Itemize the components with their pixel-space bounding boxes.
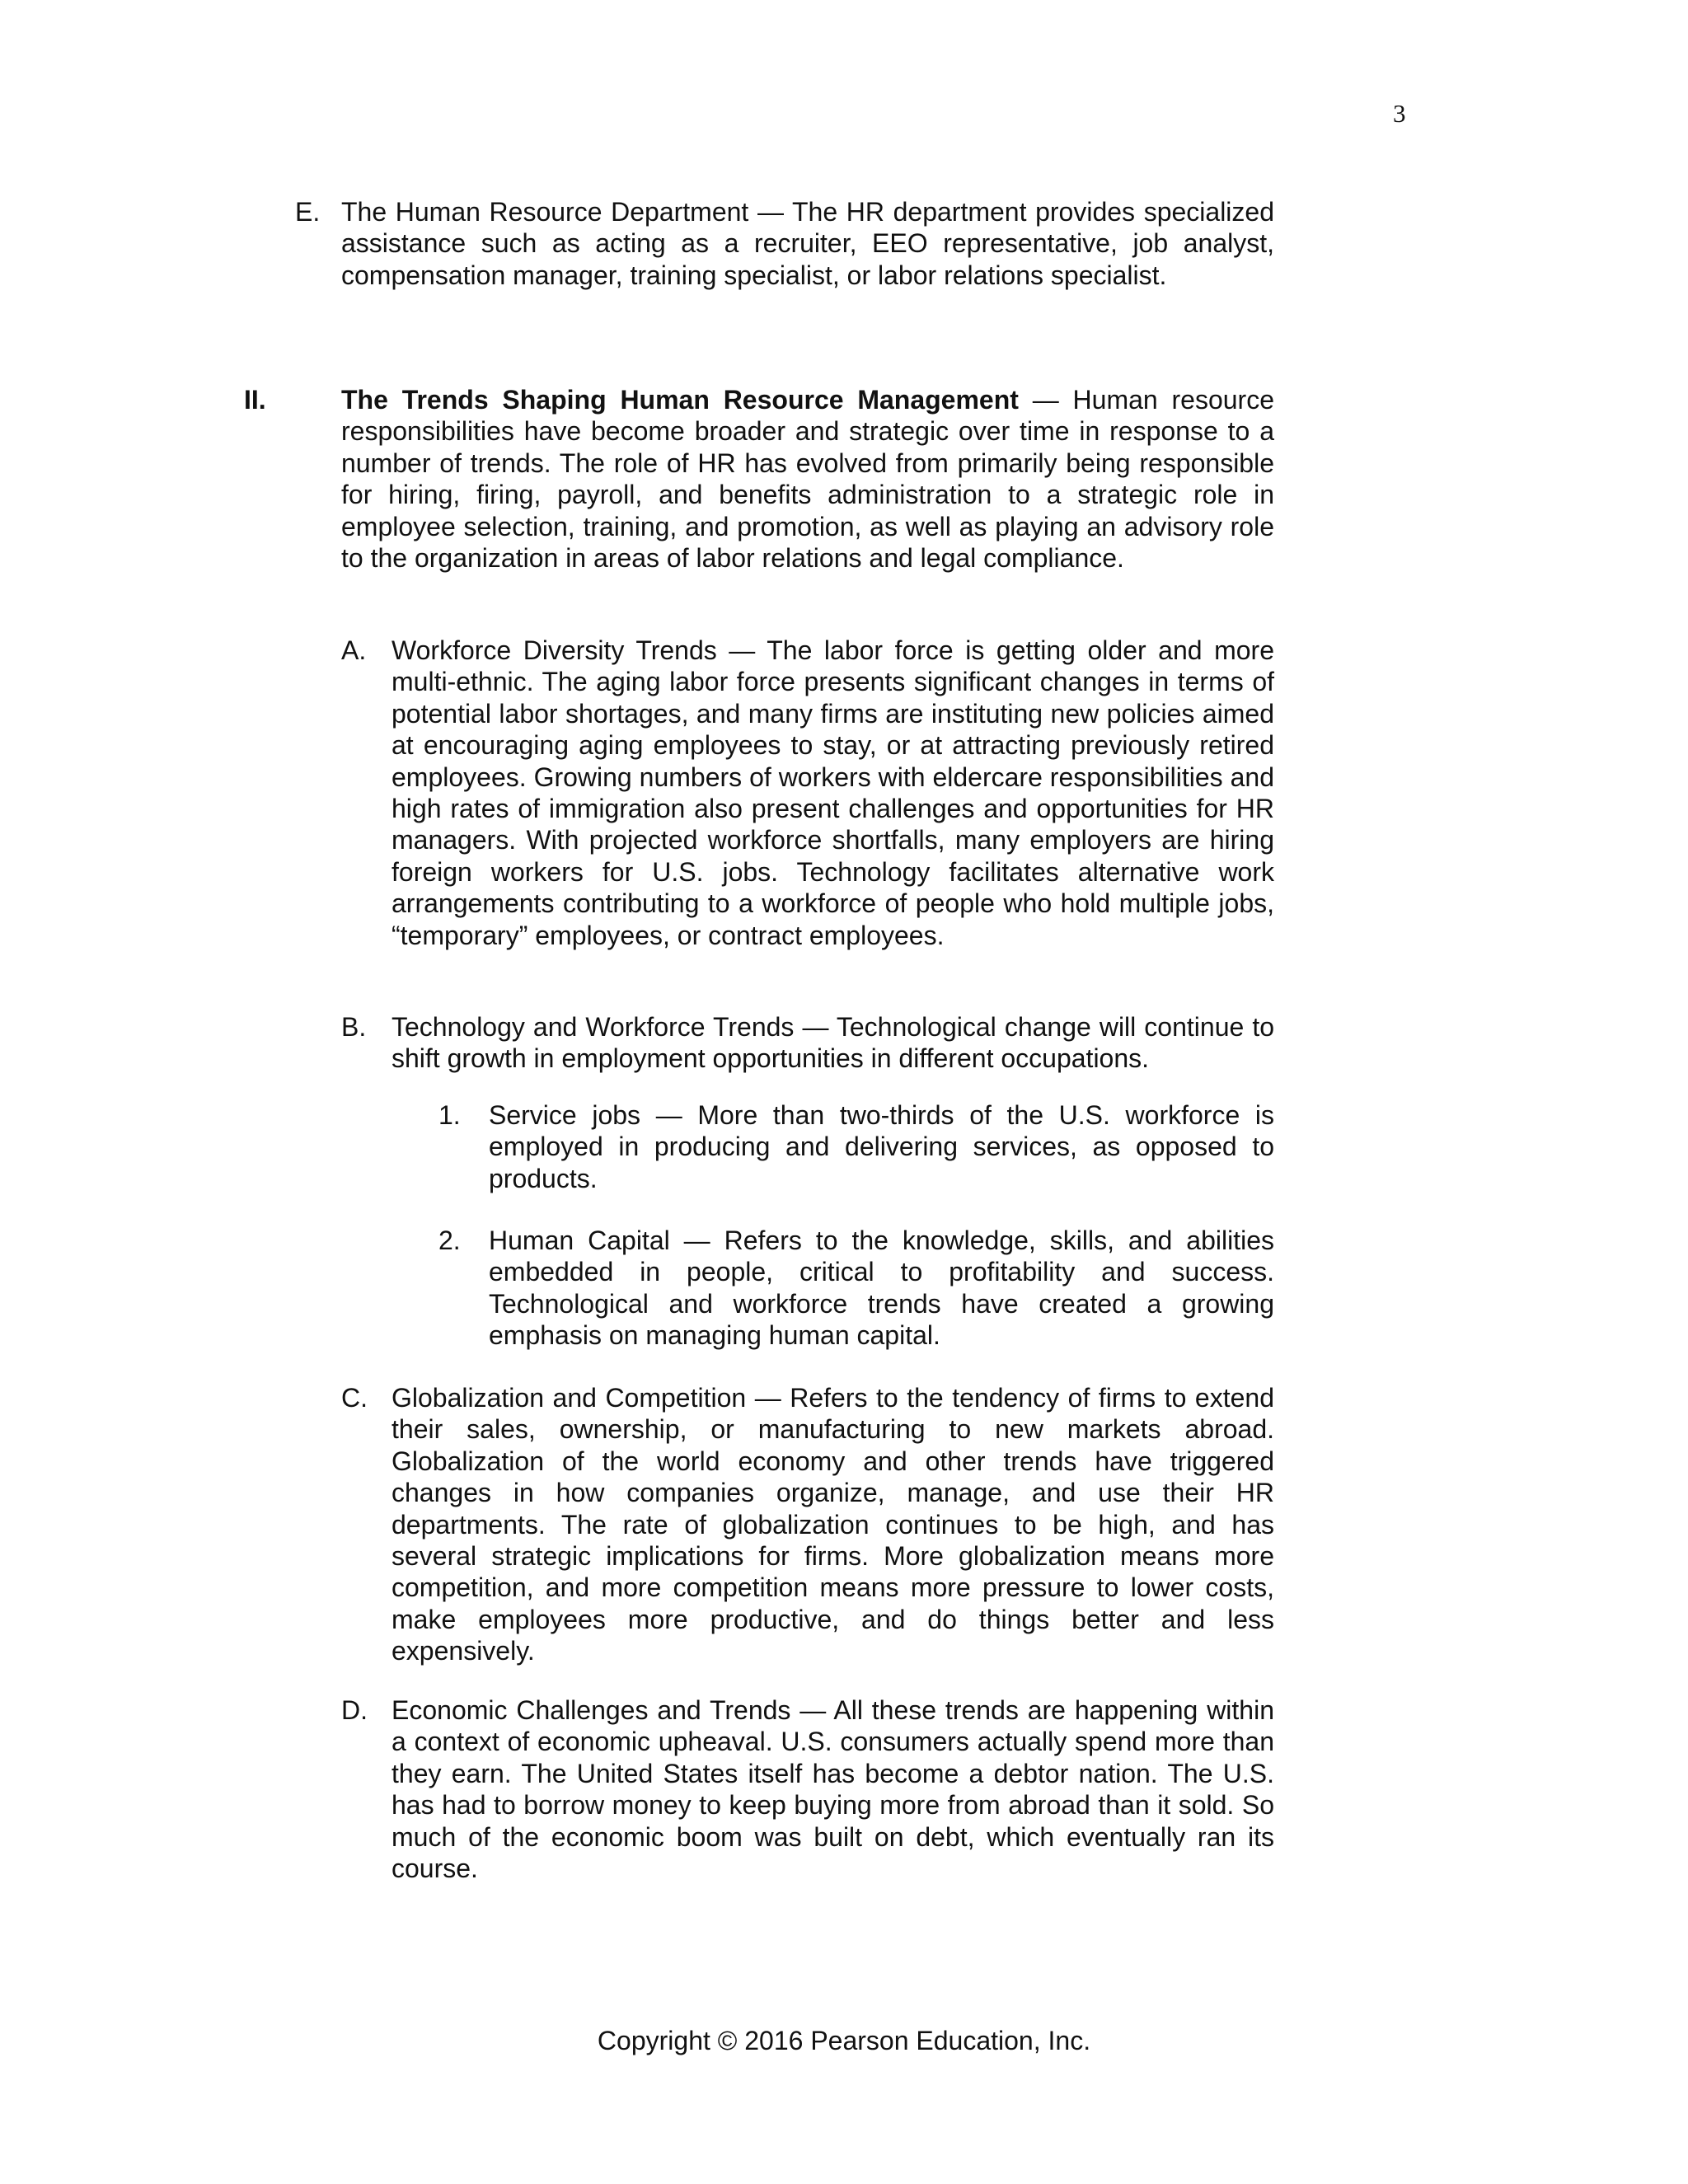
subsection-b-item-2-text: Human Capital — Refers to the knowledge, skills, and abilities embedded in people, critical to profitability and success. Technological and workforce trends have created a growing emphasis on managing human capital. <box>489 1226 1274 1351</box>
subsection-a-marker: A. <box>341 635 367 665</box>
subsection-b <box>341 1011 1274 1075</box>
section-e-marker: E. <box>295 197 321 227</box>
subsection-b-marker: B. <box>341 1012 367 1042</box>
subsection-a-text: Workforce Diversity Trends — The labor force is getting older and more multi-ethnic. The aging labor force presents significant changes in terms of potential labor shortages, and many firms are instituting new policies aimed at encouraging aging employees to stay, or at attracting previously retired employees. Growing numbers of workers with eldercare responsibilities and high rates of immigration also present challenges and opportunities for HR managers. With projected workforce shortfalls, many employers are hiring foreign workers for U.S. jobs. Technology facilitates alternative work arrangements contributing to a workforce of people who hold multiple jobs, “temporary” employees, or contract employees. <box>392 635 1274 950</box>
section-ii-marker: II. <box>244 385 266 415</box>
subsection-c-text: Globalization and Competition — Refers to the tendency of firms to extend their sales, ownership, or manufacturing to new markets abroad. Globalization of the world economy and other trends have triggered changes in how companies organize, manage, and use their HR departments. The rate of globalization continues to be high, and has several strategic implications for firms. More globalization means more competition, and more competition means more pressure to lower costs, make employees more productive, and do things better and less expensively. <box>392 1383 1274 1666</box>
section-e <box>295 196 1274 291</box>
section-ii <box>244 384 1275 574</box>
subsection-b-item-1-marker: 1. <box>438 1100 461 1130</box>
subsection-b-text: Technology and Workforce Trends — Technological change will continue to shift growth in employment opportunities in different occupations. <box>392 1012 1274 1074</box>
section-ii-text: — Human resource responsibilities have become broader and strategic over time in response to a number of trends. The role of HR has evolved from primarily being responsible for hiring, firing, payroll, and benefits administration to a strategic role in employee selection, training, and promotion, as well as playing an advisory role to the organization in areas of labor relations and legal compliance. <box>341 385 1275 574</box>
section-ii-title: The Trends Shaping Human Resource Management <box>341 385 1019 415</box>
subsection-b-item-2 <box>438 1225 1274 1352</box>
copyright-footer: Copyright © 2016 Pearson Education, Inc. <box>597 2026 1091 2055</box>
subsection-d-marker: D. <box>341 1695 368 1725</box>
section-e-text: The Human Resource Department — The HR department provides specialized assistance such as acting as a recruiter, EEO representative, job analyst, compensation manager, training specialist, or labor relations specialist. <box>341 197 1274 290</box>
subsection-c-marker: C. <box>341 1383 368 1413</box>
subsection-b-item-2-marker: 2. <box>438 1226 461 1255</box>
subsection-a <box>341 635 1274 951</box>
subsection-d-text: Economic Challenges and Trends — All these trends are happening within a context of economic upheaval. U.S. consumers actually spend more than they earn. The United States itself has become a debtor nation. The U.S. has had to borrow money to keep buying more from abroad than it sold. So much of the economic boom was built on debt, which eventually ran its course. <box>392 1695 1274 1884</box>
subsection-d <box>341 1694 1274 1884</box>
subsection-b-item-1-text: Service jobs — More than two-thirds of the U.S. workforce is employed in producing and delivering services, as opposed to products. <box>489 1100 1274 1193</box>
page-number: 3 <box>1393 99 1406 128</box>
subsection-b-item-1 <box>438 1099 1274 1194</box>
subsection-c <box>341 1382 1274 1667</box>
